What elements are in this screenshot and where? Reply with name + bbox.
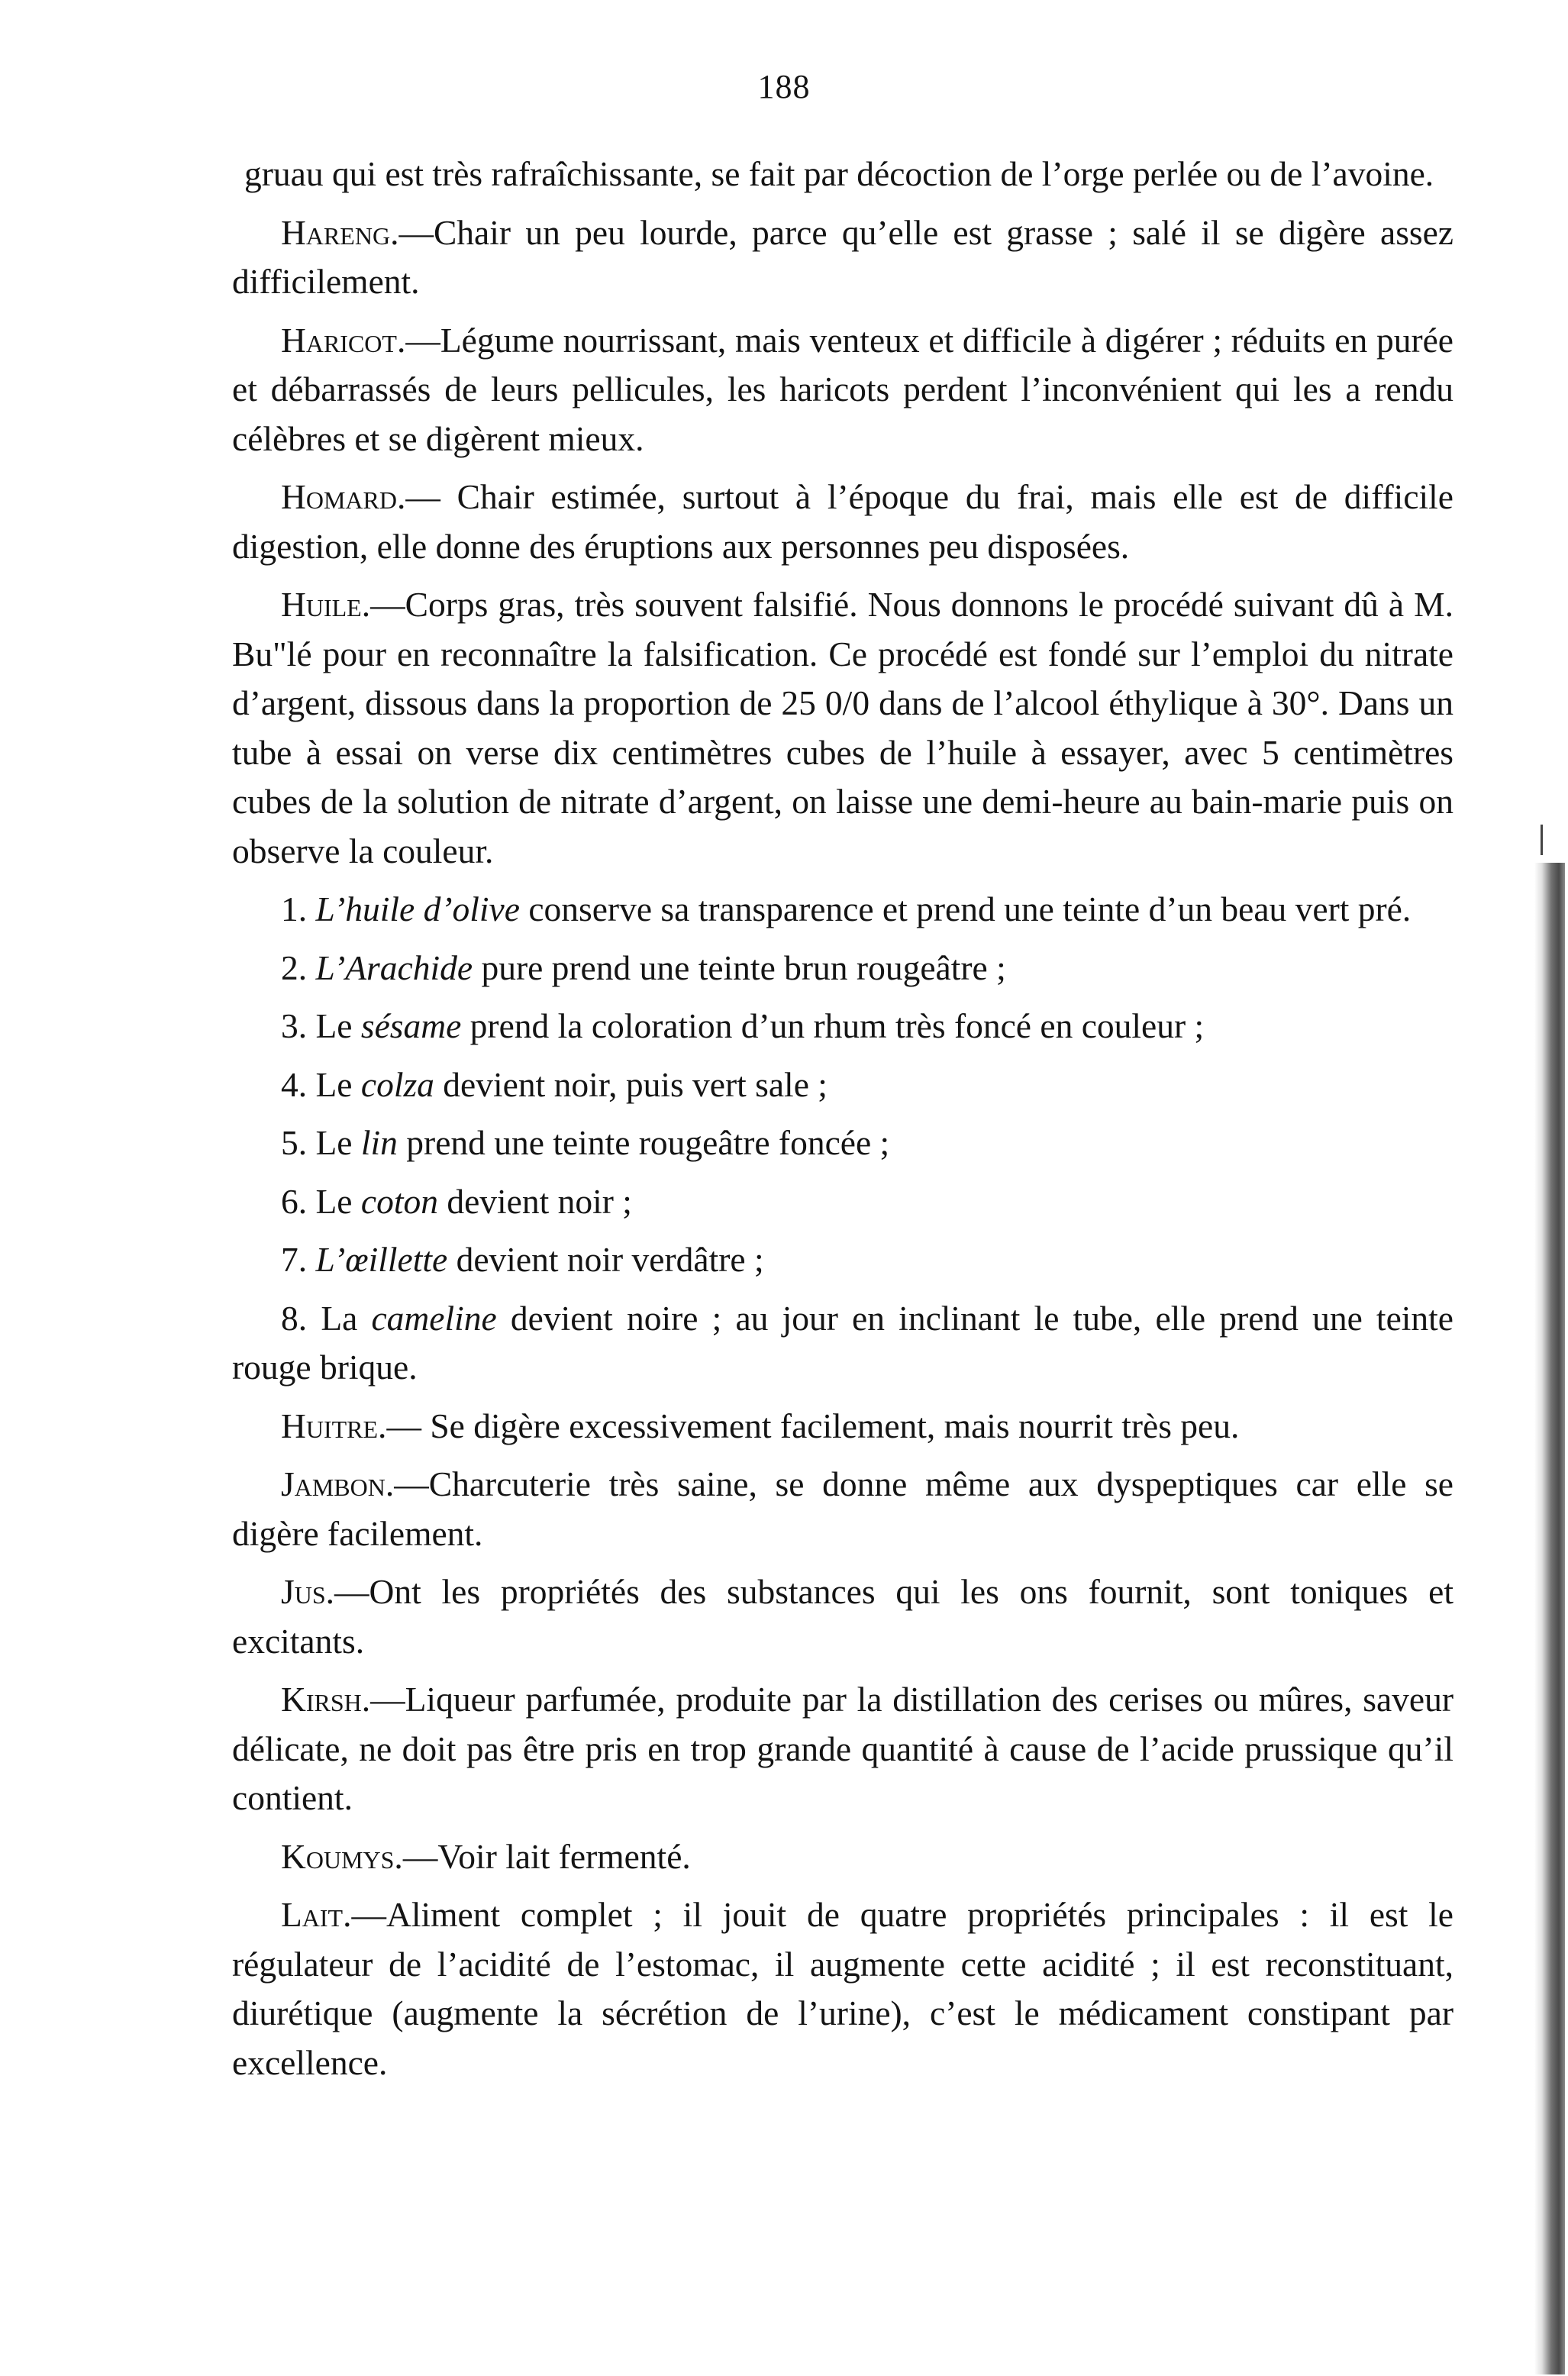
book-edge-strip: [1534, 863, 1565, 2374]
oil-list-item: [232, 1119, 1453, 1168]
entry-hareng: [232, 208, 1453, 307]
entry-kirsh: [232, 1675, 1453, 1823]
oil-name: L’œillette: [315, 1240, 448, 1279]
page-number: 188: [757, 68, 811, 105]
item-text: devient noir, puis vert sale ;: [434, 1064, 828, 1104]
entry-headword: Huile.: [281, 585, 371, 624]
entry-headword: Lait.: [281, 1895, 352, 1934]
entry-headword: Koumys.: [281, 1836, 403, 1876]
item-prefix: La: [321, 1298, 372, 1338]
oil-name: L’Arachide: [315, 947, 473, 987]
entry-text: —Corps gras, très souvent falsifié. Nous donnons le procédé suivant dû à M. Bu"lé pour en reconnaître la falsification. Ce procédé est fondé sur l’emploi du nitrate d’argent, dissous dans la proportion de 25 0/0 dans de l’alcool éthylique à 30°. Dans un tube à essai on verse dix centimètres cubes de l’huile à essayer, avec 5 centimètres cubes de la solution de nitrate d’argent, on laisse une demi-heure au bain-marie puis on observe la couleur.: [232, 585, 1453, 870]
scan-speck: [1541, 825, 1543, 855]
entry-text: —Légume nourrissant, mais venteux et difficile à digérer ; réduits en purée et débarrassés de leurs pellicules, les haricots perdent l’inconvénient qui les a rendu célèbres et se digèrent mieux.: [232, 320, 1453, 458]
entry-text: —Ont les propriétés des substances qui les ons fournit, sont toniques et excitants.: [232, 1572, 1453, 1661]
item-number: 1.: [281, 889, 308, 928]
oil-name: cameline: [371, 1298, 497, 1338]
oil-list-item: [232, 1060, 1453, 1110]
entry-headword: Jus.: [281, 1572, 334, 1611]
item-text: prend la coloration d’un rhum très foncé en couleur ;: [461, 1006, 1205, 1045]
entry-headword: Huitre.: [281, 1406, 387, 1445]
item-prefix: Le: [315, 1181, 361, 1221]
entry-text: — Chair estimée, surtout à l’époque du frai, mais elle est de difficile digestion, elle donne des éruptions aux personnes peu disposées.: [232, 477, 1453, 566]
entry-koumys: [232, 1832, 1453, 1882]
item-prefix: Le: [315, 1123, 361, 1162]
oil-name: sésame: [360, 1006, 462, 1045]
entry-text: —Voir lait fermenté.: [402, 1836, 691, 1876]
item-number: 8.: [281, 1298, 308, 1338]
oil-list-item: [232, 1177, 1453, 1227]
entry-text: —Charcuterie très saine, se donne même aux dyspeptiques car elle se digère facilement.: [232, 1464, 1453, 1553]
entry-text: —Chair un peu lourde, parce qu’elle est grasse ; salé il se digère assez difficilement.: [232, 212, 1453, 301]
entry-jus: [232, 1567, 1453, 1666]
item-text: pure prend une teinte brun rougeâtre ;: [473, 947, 1006, 987]
paragraph-gruau-continuation: [232, 150, 1453, 199]
oil-list-item: [232, 1235, 1453, 1285]
item-number: 2.: [281, 947, 308, 987]
oil-name: L’huile d’olive: [315, 889, 520, 928]
oil-list-item: [232, 944, 1453, 993]
entry-haricot: [232, 316, 1453, 464]
entry-huitre: [232, 1402, 1453, 1451]
entry-headword: Jambon.: [281, 1464, 395, 1503]
paragraph-text: gruau qui est très rafraîchissante, se fait par décoction de l’orge perlée ou de l’avoine.: [244, 154, 1434, 193]
oil-name: lin: [360, 1123, 398, 1162]
entry-text: —Liqueur parfumée, produite par la distillation des cerises ou mûres, saveur délicate, ne doit pas être pris en trop grande quantité à cause de l’acide prussique qu’il contient.: [232, 1680, 1453, 1817]
entry-jambon: [232, 1460, 1453, 1558]
entry-huile: [232, 580, 1453, 876]
entry-text: —Aliment complet ; il jouit de quatre propriétés principales : il est le régulateur de l’acidité de l’estomac, il augmente cette acidité ; il est reconstituant, diurétique (augmente la sécrétion de l’urine), c’est le médicament constipant par excellence.: [232, 1895, 1453, 2082]
item-prefix: Le: [315, 1006, 361, 1045]
item-number: 5.: [281, 1123, 308, 1162]
oil-list-item: [232, 1294, 1453, 1393]
entry-headword: Haricot.: [281, 320, 406, 360]
entry-lait: [232, 1890, 1453, 2087]
item-number: 3.: [281, 1006, 308, 1045]
item-text: conserve sa transparence et prend une teinte d’un beau vert pré.: [519, 889, 1412, 928]
item-number: 6.: [281, 1181, 308, 1221]
oil-list-item: [232, 1002, 1453, 1051]
entry-headword: Homard.: [281, 477, 406, 516]
item-prefix: Le: [315, 1064, 361, 1104]
item-number: 7.: [281, 1240, 308, 1279]
entry-text: — Se digère excessivement facilement, mais nourrit très peu.: [386, 1406, 1240, 1445]
oil-list-item: [232, 885, 1453, 935]
oil-name: coton: [360, 1181, 438, 1221]
entry-headword: Hareng.: [281, 212, 399, 252]
entry-homard: [232, 473, 1453, 571]
oil-name: colza: [360, 1064, 434, 1104]
item-text: prend une teinte rougeâtre foncée ;: [397, 1123, 890, 1162]
item-text: devient noir ;: [437, 1181, 632, 1221]
entry-headword: Kirsh.: [281, 1680, 371, 1719]
item-number: 4.: [281, 1064, 308, 1104]
item-text: devient noire ; au jour en inclinant le tube, elle prend une teinte rouge brique.: [232, 1298, 1453, 1387]
dictionary-text: [232, 150, 1453, 2097]
item-text: devient noir verdâtre ;: [447, 1240, 764, 1279]
